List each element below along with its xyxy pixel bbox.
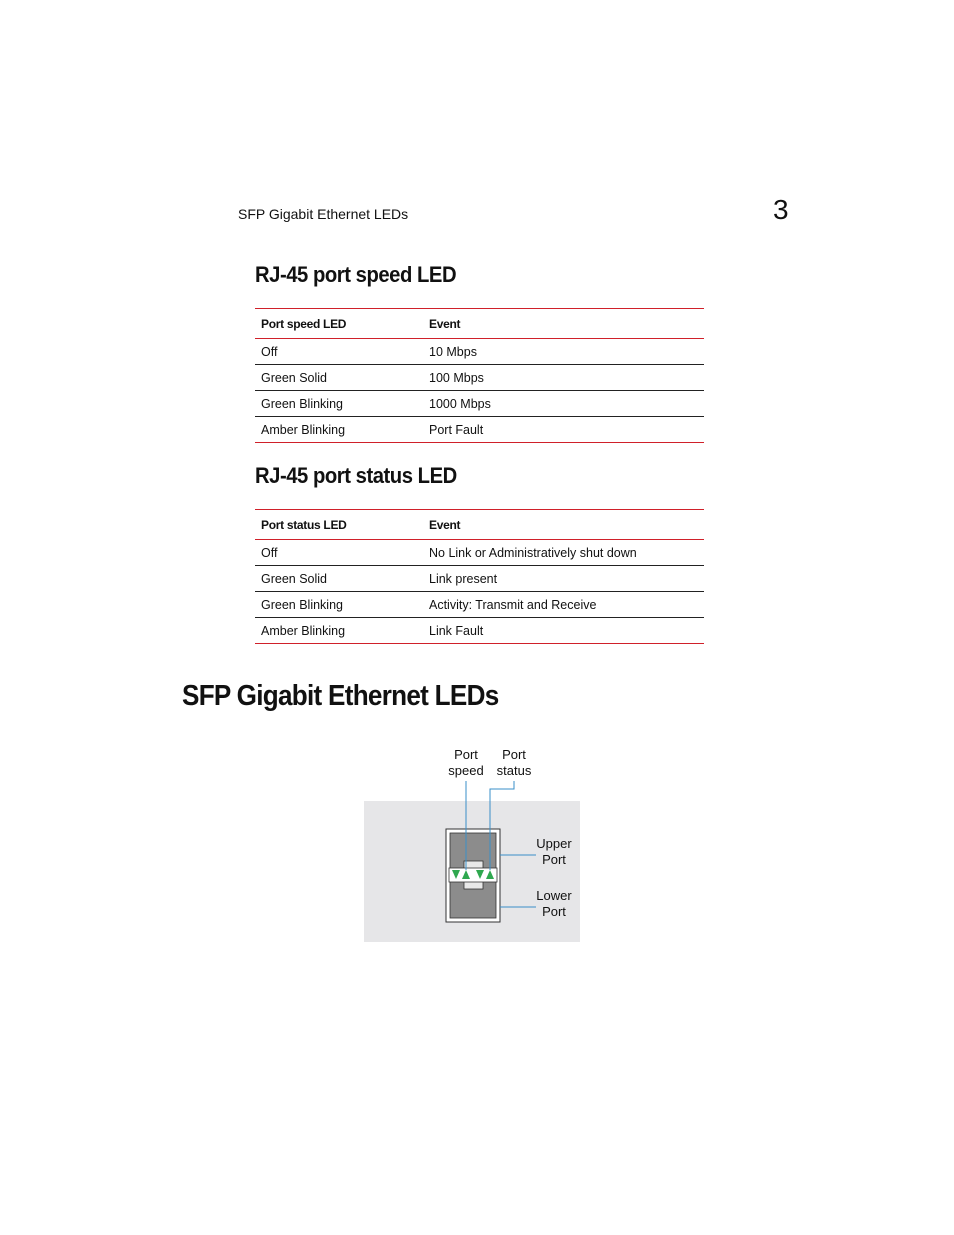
table-cell: Link Fault <box>423 618 704 644</box>
column-header: Port status LED <box>255 510 423 540</box>
sfp-section-heading: SFP Gigabit Ethernet LEDs <box>182 680 499 712</box>
table-cell: Green Solid <box>255 365 423 391</box>
table-cell: Green Solid <box>255 566 423 592</box>
table-cell: Activity: Transmit and Receive <box>423 592 704 618</box>
column-header: Event <box>423 510 704 540</box>
table-cell: Off <box>255 339 423 365</box>
speed-led-heading: RJ-45 port speed LED <box>255 262 457 287</box>
table-cell: No Link or Administratively shut down <box>423 540 704 566</box>
column-header: Event <box>423 309 704 339</box>
table-cell: Amber Blinking <box>255 417 423 443</box>
status-led-heading: RJ-45 port status LED <box>255 463 457 488</box>
running-header: SFP Gigabit Ethernet LEDs <box>238 206 409 222</box>
upper-port-label: Upper Port <box>536 836 572 867</box>
chapter-number: 3 <box>773 194 789 225</box>
port-status-label: Port status <box>496 747 532 778</box>
table-cell: Off <box>255 540 423 566</box>
port-speed-label: Port speed <box>448 747 484 778</box>
table-cell: Green Blinking <box>255 592 423 618</box>
lower-port-label: Lower Port <box>536 888 572 919</box>
table-cell: Amber Blinking <box>255 618 423 644</box>
table-cell: Port Fault <box>423 417 704 443</box>
table-cell: 1000 Mbps <box>423 391 704 417</box>
table-cell: 100 Mbps <box>423 365 704 391</box>
table-cell: 10 Mbps <box>423 339 704 365</box>
column-header: Port speed LED <box>255 309 423 339</box>
table-cell: Link present <box>423 566 704 592</box>
table-cell: Green Blinking <box>255 391 423 417</box>
